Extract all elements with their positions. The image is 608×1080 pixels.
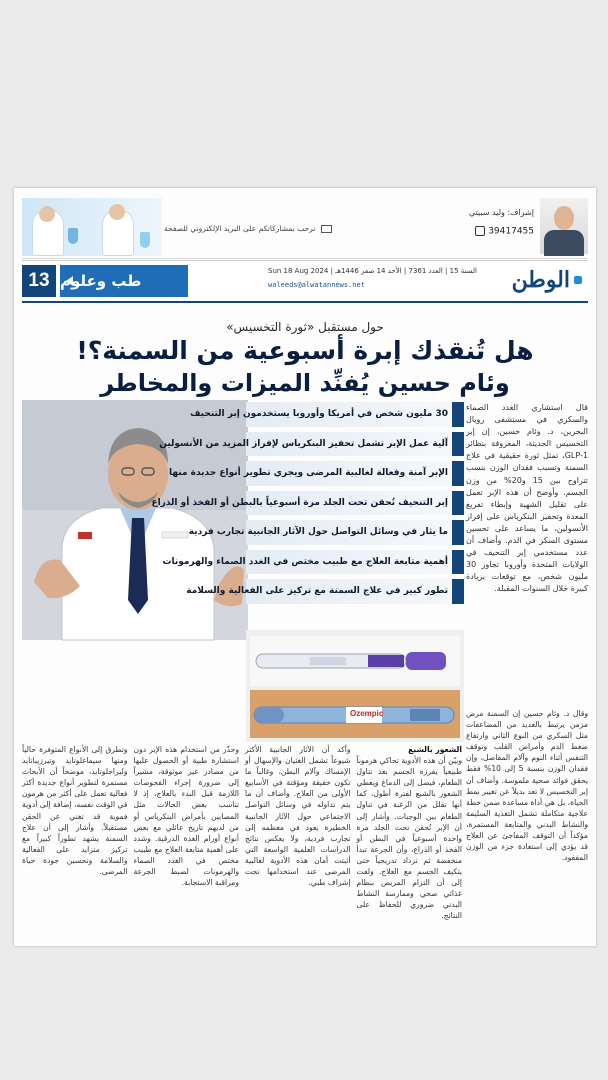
article-column xyxy=(22,744,128,940)
mail-icon xyxy=(321,225,332,233)
scientist-head xyxy=(39,206,55,222)
logo-mark-icon xyxy=(574,276,582,284)
highlight-item xyxy=(189,402,464,427)
flask-icon xyxy=(140,232,150,248)
section-tab xyxy=(60,265,188,297)
highlight-item xyxy=(159,432,464,457)
headline-line-2: وئام حسين يُفنِّد الميزات والمخاطر xyxy=(100,369,510,397)
injection-pens-photo xyxy=(246,630,464,742)
doctor-illustration xyxy=(22,400,248,640)
masthead xyxy=(22,260,588,303)
highlight-text: إبر التنحيف تُحقن تحت الجلد مرة أسبوعياً بالبطن أو الفخذ أو الذراع xyxy=(151,497,448,508)
email-note xyxy=(164,224,332,233)
headline-line-1: هل تُنقذك إبرة أسبوعية من السمنة؟! xyxy=(76,336,534,365)
column-text: وبيّن أن هذه الأدوية تحاكي هرموناً طبيعياً يفرزه الجسم بعد تناول الطعام، فيصل إلى الدماغ ويعطي الشعور بالشبع لفترة أطول، كما أنها تقلل من الرغبة في تناول الطعام بين الوجبات. وأشار إلى أن الإبر تُحقن تحت الجلد مرة واحدة أسبوعياً في البطن أو الفخذ أو الذراع، وأن الجرعة تبدأ منخفضة ثم تزداد تدريجياً حتى يتكيف الجسم مع العلاج. ولفت إلى أن التزام المريض بنظام غذائي صحي وممارسة النشاط البدني ضروري للحفاظ على النتائج. xyxy=(356,756,462,921)
editor-photo xyxy=(540,198,588,254)
highlight-marker xyxy=(452,520,464,545)
highlight-item xyxy=(151,491,464,516)
article-column xyxy=(357,744,463,940)
editor-phone-number: 39417455 xyxy=(488,226,534,237)
highlight-marker xyxy=(452,432,464,457)
column-text: وأكد أن الآثار الجانبية الأكثر شيوعاً تشمل الغثيان والإسهال أو الإمساك وآلام البطن، وغالباً ما تكون خفيفة ومؤقتة في الأسابيع الأولى من العلاج. وأضاف أن ما يتم تداوله في وسائل التواصل الاجتماعي حول الآثار الجانبية الخطيرة يعود في معظمه إلى تجارب فردية، ولا يعكس نتائج الدراسات العلمية الواسعة التي أثبتت أمان هذه الأدوية لغالبية المرضى عند استخدامها تحت إشراف طبي. xyxy=(245,745,351,888)
article-column xyxy=(134,744,240,940)
highlight-text: الإبر آمنة وفعالة لغالبية المرضى ويجري تطوير أنواع جديدة منها xyxy=(168,468,448,479)
doctor-photo xyxy=(22,400,248,640)
column-text: وتطرق إلى الأنواع المتوفرة حالياً ومنها سيماغلوتايد وتيرزيباتايد وليراجلوتايد، موضحاً أن الأبحاث مستمرة لتطوير أنواع جديدة أكثر فعالية تعمل على أكثر من هرمون في الوقت نفسه، إضافة إلى أدوية فموية قد تغني عن الحقن مستقبلاً. وأشار إلى أن علاج السمنة يشهد تطوراً كبيراً مع تركيز متزايد على الفعالية والسلامة وتحسين جودة حياة المرضى. xyxy=(22,745,128,877)
header-divider xyxy=(22,258,588,259)
pen-photo-bottom xyxy=(250,690,460,738)
scientist-head xyxy=(109,204,125,220)
editor-phone xyxy=(472,226,534,237)
article-column xyxy=(245,744,351,940)
highlight-marker xyxy=(452,461,464,486)
highlight-text: أهمية متابعة العلاج مع طبيب مختص في الغدد الصماء والهرمونات xyxy=(162,556,448,567)
contact-email: waleeds@alwatannews.net xyxy=(268,281,365,289)
highlight-item xyxy=(168,461,464,486)
newspaper-logo xyxy=(504,265,582,295)
phone-icon xyxy=(475,226,485,236)
highlights-list xyxy=(151,402,464,609)
newspaper-page xyxy=(14,188,596,946)
highlight-item xyxy=(188,520,464,545)
editor-suit xyxy=(544,230,584,256)
article-body-columns xyxy=(22,744,462,940)
highlight-marker xyxy=(452,550,464,575)
column-text: وحذّر من استخدام هذه الإبر دون استشارة طبية أو الحصول عليها من مصادر غير موثوقة، مشيراً إلى ضرورة إجراء الفحوصات اللازمة قبل البدء بالعلاج، إذ لا تناسب بعض الحالات مثل المصابين بأمراض البنكرياس أو من لديهم تاريخ عائلي مع بعض أنواع أورام الغدة الدرقية. وشدد على أهمية متابعة العلاج مع طبيب مختص في الغدد الصماء والهرمونات لضبط الجرعة ومراقبة الاستجابة. xyxy=(133,745,239,888)
highlight-item xyxy=(186,579,464,604)
highlight-text: ما يثار في وسائل التواصل حول الآثار الجانبية تجارب فردية xyxy=(188,527,448,538)
lab-scientists-photo xyxy=(22,198,162,256)
section-name: طب وعلوم xyxy=(60,272,142,290)
logo-text: الوطن xyxy=(511,267,570,293)
editor-face xyxy=(554,206,574,230)
highlight-item xyxy=(162,550,464,575)
pen-photo-top xyxy=(250,636,460,686)
editor-name: إشراف: وليد سبيتي xyxy=(468,208,534,217)
highlight-text: آلية عمل الإبر تشمل تحفيز البنكرياس لإفراز المزيد من الأنسولين xyxy=(159,438,448,449)
right-column-continuation: وقال د. وئام حسين إن السمنة مرض مزمن يرتبط بالعديد من المضاعفات مثل السكري من النوع الثاني وارتفاع ضغط الدم وأمراض القلب وتوقف التنفس أثناء النوم وآلام المفاصل، وإن فقدان الوزن بنسبة 5 إلى 10% فقط يحقق فوائد صحية ملموسة. وأضاف أن إبر التخسيس لا تعد بديلاً عن تغيير نمط الحياة، بل هي أداة مساعدة ضمن خطة علاجية متكاملة تشمل التغذية السليمة والنشاط البدني والمتابعة المستمرة، مؤكداً أن التوقف المفاجئ عن العلاج قد يؤدي إلى استعادة جزء من الوزن المفقود. xyxy=(466,709,588,863)
intro-paragraph: قال استشاري الغدد الصماء والسكري في مستشفى رويال البحرين، د. وئام حسين، إن إبر التخسيس الحديثة، المعروفة بنظائر GLP-1، تمثل ثورة حقيقية في علاج السمنة وتسبب فقدان الوزن بنسب تتراوح بين 15 و20% من وزن الجسم. وأوضح أن هذه الإبر تعمل على تقليل الشهية وإبطاء تفريغ المعدة وتحفيز البنكرياس على إفراز الأنسولين، ما يساعد على تحسين مستوى السكر في الدم. وأضاف أن عدد مستخدمي إبر التنحيف في الولايات المتحدة وأوروبا تجاوز 30 مليون شخص، مع توقعات بزيادة كبيرة خلال السنوات المقبلة. xyxy=(466,403,588,594)
highlight-marker xyxy=(452,491,464,516)
highlight-text: 30 مليون شخص في أمريكا وأوروبا يستخدمون إبر التنحيف xyxy=(189,409,448,420)
flask-icon xyxy=(68,228,78,244)
issue-meta: السنة 15 | العدد 7361 | الأحد 14 صفر 1446هـ | Sun 18 Aug 2024 xyxy=(268,267,477,275)
email-note-text: نرحب بمشاركاتكم على البريد الإلكتروني للصفحة xyxy=(164,224,316,233)
pen-brand-label: Ozempic xyxy=(350,709,384,718)
highlight-marker xyxy=(452,402,464,427)
column-subheading: الشعور بالشبع xyxy=(408,745,462,754)
injection-pen-icon xyxy=(250,636,460,686)
editor-box xyxy=(402,198,588,256)
highlight-text: تطور كبير في علاج السمنة مع تركيز على الفعالية والسلامة xyxy=(186,586,448,597)
highlight-marker xyxy=(452,579,464,604)
page-number: 13 xyxy=(22,265,56,297)
article-kicker: حول مستقبل «ثورة التخسيس» xyxy=(226,320,384,334)
play-arrow-icon xyxy=(66,276,73,286)
